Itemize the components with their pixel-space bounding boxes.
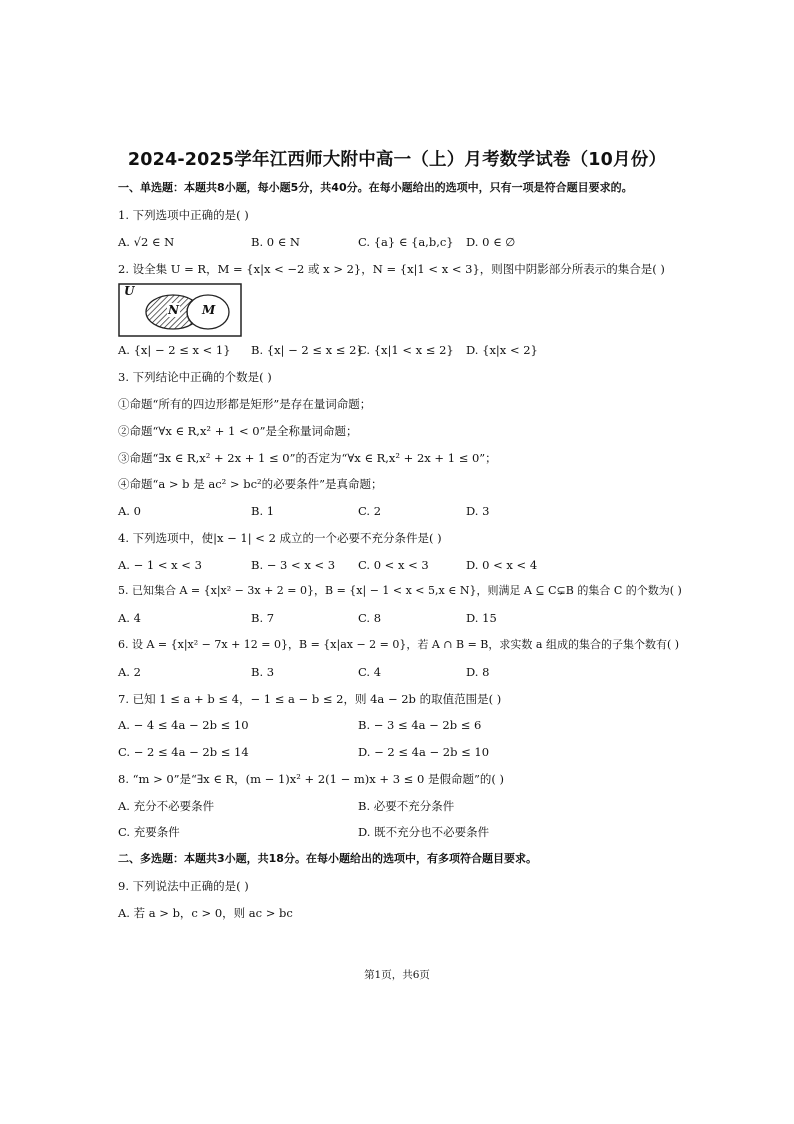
venn-label-m: M bbox=[202, 303, 216, 317]
q1-option-c: C. {a} ∈ {a,b,c} bbox=[358, 235, 454, 249]
q2-option-c: C. {x|1 < x ≤ 2} bbox=[358, 343, 454, 357]
venn-diagram bbox=[118, 283, 242, 341]
q4-option-b: B. − 3 < x < 3 bbox=[251, 558, 336, 572]
q6-option-b: B. 3 bbox=[251, 665, 275, 679]
venn-label-n: N bbox=[168, 303, 179, 317]
q7-option-a: A. − 4 ≤ 4a − 2b ≤ 10 bbox=[118, 718, 249, 732]
q3-stem: 3. 下列结论中正确的个数是( ) bbox=[118, 370, 272, 384]
section-multi-choice-heading: 二、多选题：本题共3小题，共18分。在每小题给出的选项中，有多项符合题目要求。 bbox=[118, 852, 537, 865]
q4-option-d: D. 0 < x < 4 bbox=[466, 558, 538, 572]
q3-statement-4: ④命题“a > b 是 ac² > bc²的必要条件”是真命题； bbox=[118, 477, 383, 491]
venn-label-u: U bbox=[124, 284, 135, 298]
q8-option-b: B. 必要不充分条件 bbox=[358, 799, 455, 813]
q3-statement-3: ③命题“∃x ∈ R,x² + 2x + 1 ≤ 0”的否定为“∀x ∈ R,x² + 2x + 1 ≤ 0”； bbox=[118, 451, 497, 465]
page-footer: 第1页，共6页 bbox=[364, 969, 430, 981]
q8-option-a: A. 充分不必要条件 bbox=[118, 799, 215, 813]
q5-option-b: B. 7 bbox=[251, 611, 275, 625]
q8-option-d: D. 既不充分也不必要条件 bbox=[358, 825, 490, 839]
q7-option-d: D. − 2 ≤ 4a − 2b ≤ 10 bbox=[358, 745, 490, 759]
q1-stem: 1. 下列选项中正确的是( ) bbox=[118, 208, 249, 222]
q9-option-a: A. 若 a > b，c > 0，则 ac > bc bbox=[118, 906, 293, 920]
q2-option-d: D. {x|x < 2} bbox=[466, 343, 538, 357]
q9-stem: 9. 下列说法中正确的是( ) bbox=[118, 879, 249, 893]
q2-stem: 2. 设全集 U = R，M = {x|x < −2 或 x > 2}，N = {x|1 < x < 3}，则图中阴影部分所表示的集合是( ) bbox=[118, 262, 665, 276]
q5-option-c: C. 8 bbox=[358, 611, 382, 625]
q2-option-b: B. {x| − 2 ≤ x ≤ 2} bbox=[251, 343, 364, 357]
q5-option-a: A. 4 bbox=[118, 611, 141, 625]
q3-option-d: D. 3 bbox=[466, 504, 490, 518]
q3-statement-2: ②命题“∀x ∈ R,x² + 1 < 0”是全称量词命题； bbox=[118, 424, 358, 438]
q8-stem: 8. “m > 0”是“∃x ∈ R，(m − 1)x² + 2(1 − m)x + 3 ≤ 0 是假命题”的( ) bbox=[118, 772, 504, 786]
page-title: 2024-2025学年江西师大附中高一（上）月考数学试卷（10月份） bbox=[127, 150, 667, 170]
q6-option-a: A. 2 bbox=[118, 665, 141, 679]
q1-option-d: D. 0 ∈ ∅ bbox=[466, 235, 516, 249]
q4-option-a: A. − 1 < x < 3 bbox=[118, 558, 202, 572]
q3-option-c: C. 2 bbox=[358, 504, 382, 518]
q7-stem: 7. 已知 1 ≤ a + b ≤ 4，− 1 ≤ a − b ≤ 2，则 4a − 2b 的取值范围是( ) bbox=[118, 692, 502, 706]
section-single-choice-heading: 一、单选题：本题共8小题，每小题5分，共40分。在每小题给出的选项中，只有一项是符合题目要求的。 bbox=[118, 181, 633, 194]
q6-stem: 6. 设 A = {x|x² − 7x + 12 = 0}，B = {x|ax − 2 = 0}，若 A ∩ B = B，求实数 a 组成的集合的子集个数有( ) bbox=[118, 638, 680, 651]
q4-stem: 4. 下列选项中，使|x − 1| < 2 成立的一个必要不充分条件是( ) bbox=[118, 531, 442, 545]
q5-stem: 5. 已知集合 A = {x|x² − 3x + 2 = 0}，B = {x| − 1 < x < 5,x ∈ N}，则满足 A ⊆ C⊊B 的集合 C 的个数为( ) bbox=[118, 584, 682, 597]
q6-option-d: D. 8 bbox=[466, 665, 490, 679]
q3-option-a: A. 0 bbox=[118, 504, 141, 518]
q2-option-a: A. {x| − 2 ≤ x < 1} bbox=[118, 343, 231, 357]
q6-option-c: C. 4 bbox=[358, 665, 382, 679]
q3-option-b: B. 1 bbox=[251, 504, 275, 518]
q5-option-d: D. 15 bbox=[466, 611, 497, 625]
q4-option-c: C. 0 < x < 3 bbox=[358, 558, 429, 572]
q3-statement-1: ①命题“所有的四边形都是矩形”是存在量词命题； bbox=[118, 397, 372, 411]
q7-option-b: B. − 3 ≤ 4a − 2b ≤ 6 bbox=[358, 718, 482, 732]
q8-option-c: C. 充要条件 bbox=[118, 825, 180, 839]
q1-option-a: A. √2 ∈ N bbox=[118, 235, 175, 249]
q7-option-c: C. − 2 ≤ 4a − 2b ≤ 14 bbox=[118, 745, 249, 759]
q1-option-b: B. 0 ∈ N bbox=[251, 235, 300, 249]
